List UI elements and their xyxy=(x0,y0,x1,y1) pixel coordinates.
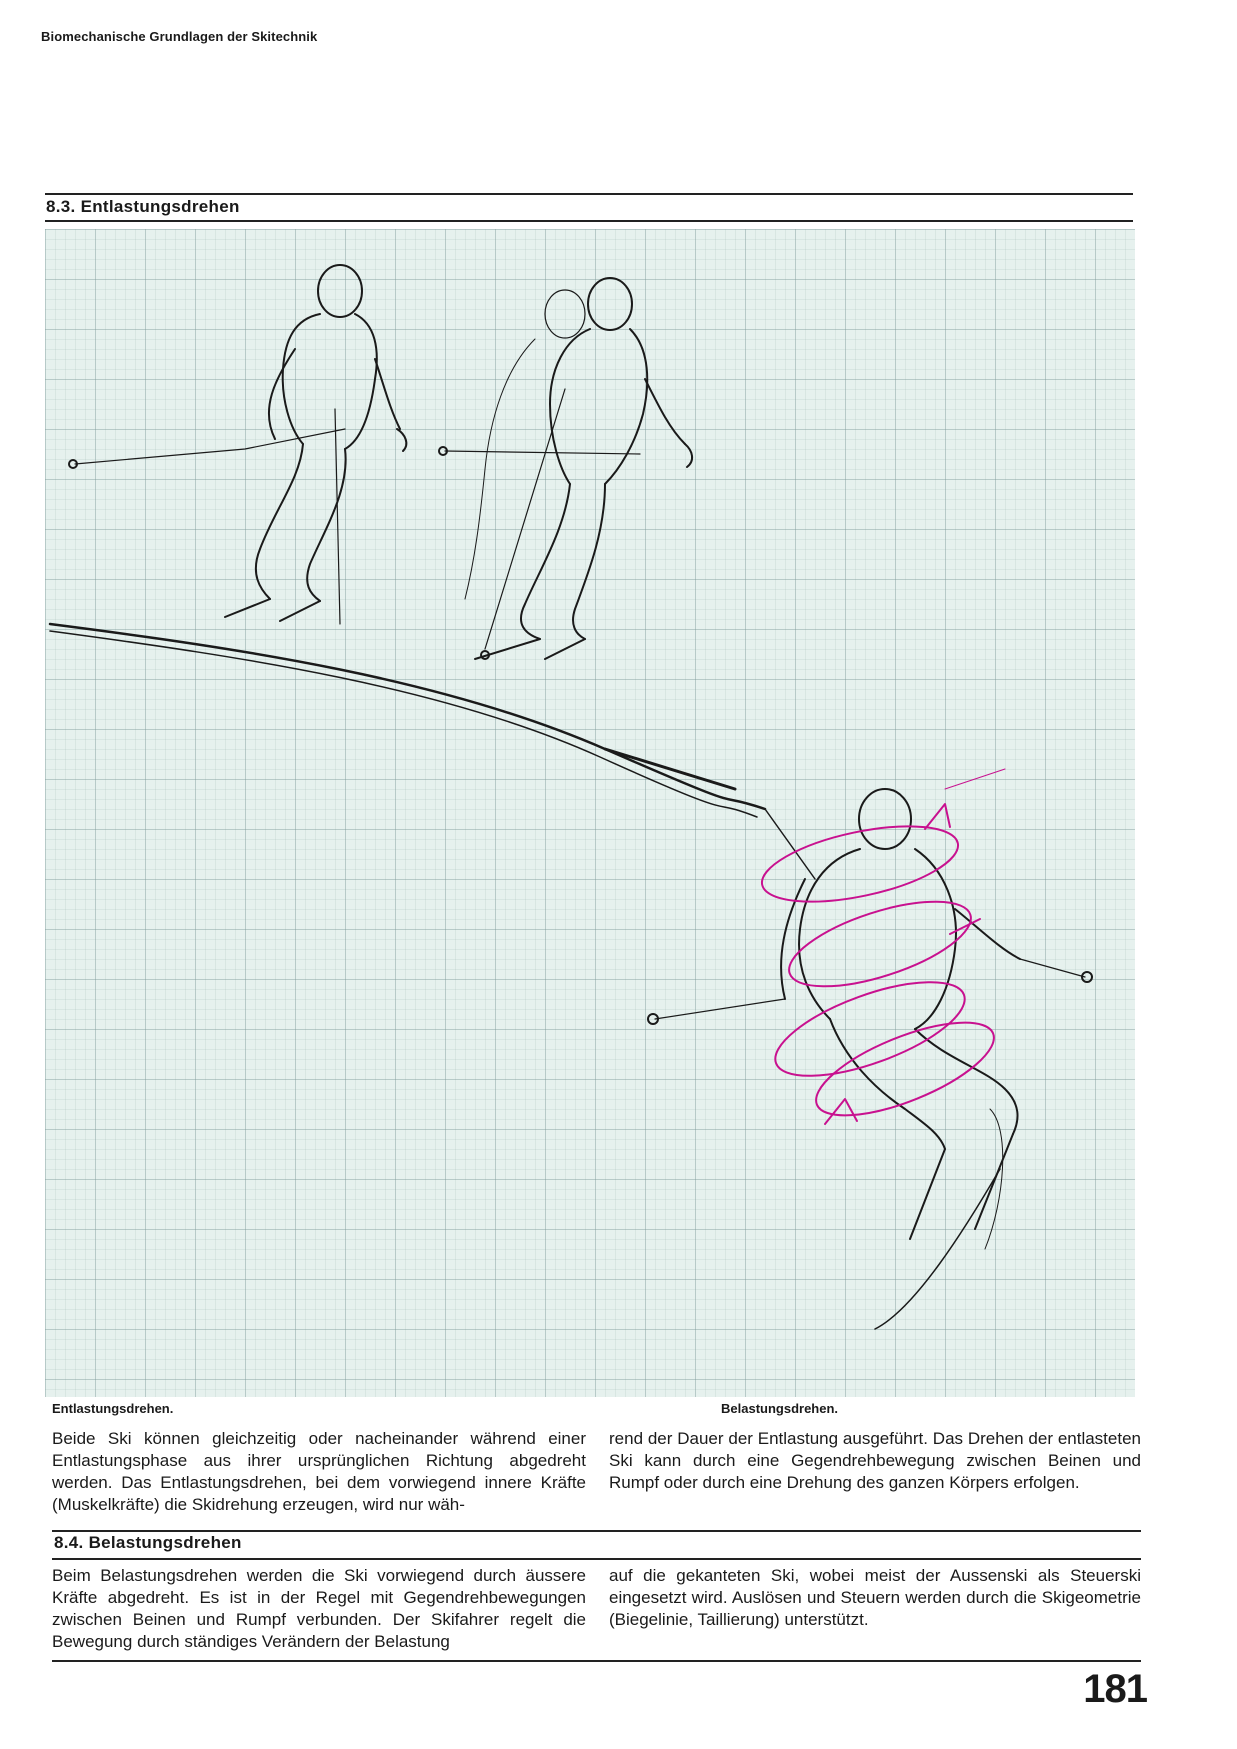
section-rule-bottom-2 xyxy=(52,1558,1141,1560)
section-8-3-col-right: rend der Dauer der Entlastung ausgeführt. Das Drehen der entlasteten Ski kann durch eine Gegendrehbewegung zwischen Beinen und Rumpf oder durch eine Drehung des ganzen Körpers erfolgen. xyxy=(609,1429,1141,1492)
section-title-8-3: 8.3. Entlastungsdrehen xyxy=(46,197,240,216)
page-number: 181 xyxy=(1083,1667,1147,1711)
slope-track xyxy=(50,624,1000,1329)
caption-right: Belastungsdrehen. xyxy=(721,1401,839,1416)
rotation-indicator xyxy=(756,769,1006,1134)
section-rule-bottom xyxy=(45,220,1133,222)
skier-3 xyxy=(648,789,1092,1249)
section-rule-top-2 xyxy=(52,1530,1141,1532)
section-8-3-col-left: Beide Ski können gleichzeitig oder nacheinander während einer Entlastungsphase aus ihrer ursprünglichen Richtung abgedreht werden. Das Entlastungsdrehen, bei dem vorwiegend innere Kräfte (Muskelkräfte) die Skidrehung erzeugen, wird nur wäh- xyxy=(52,1429,586,1514)
ski-technique-illustration xyxy=(45,229,1135,1397)
section-rule-top xyxy=(45,193,1133,195)
caption-left: Entlastungsdrehen. xyxy=(52,1401,174,1416)
section-8-4-col-left: Beim Belastungsdrehen werden die Ski vorwiegend durch äussere Kräfte abgedreht. Es ist in der Regel mit Gegendrehbewegungen zwischen Beinen und Rumpf verbunden. Der Skifahrer regelt die Bewegung durch ständiges Verändern der Belastung xyxy=(52,1566,586,1651)
running-head: Biomechanische Grundlagen der Skitechnik xyxy=(41,29,318,44)
skier-1 xyxy=(69,265,406,624)
footer-rule xyxy=(52,1660,1141,1662)
section-8-4-col-right: auf die gekanteten Ski, wobei meist der Aussenski als Steuerski eingesetzt wird. Auslösen und Steuern werden durch die Skigeometrie (Biegelinie, Taillierung) unterstützt. xyxy=(609,1566,1141,1629)
skier-2 xyxy=(439,278,692,659)
sketch-drawing xyxy=(45,229,1135,1397)
section-title-8-4: 8.4. Belastungsdrehen xyxy=(54,1533,242,1552)
